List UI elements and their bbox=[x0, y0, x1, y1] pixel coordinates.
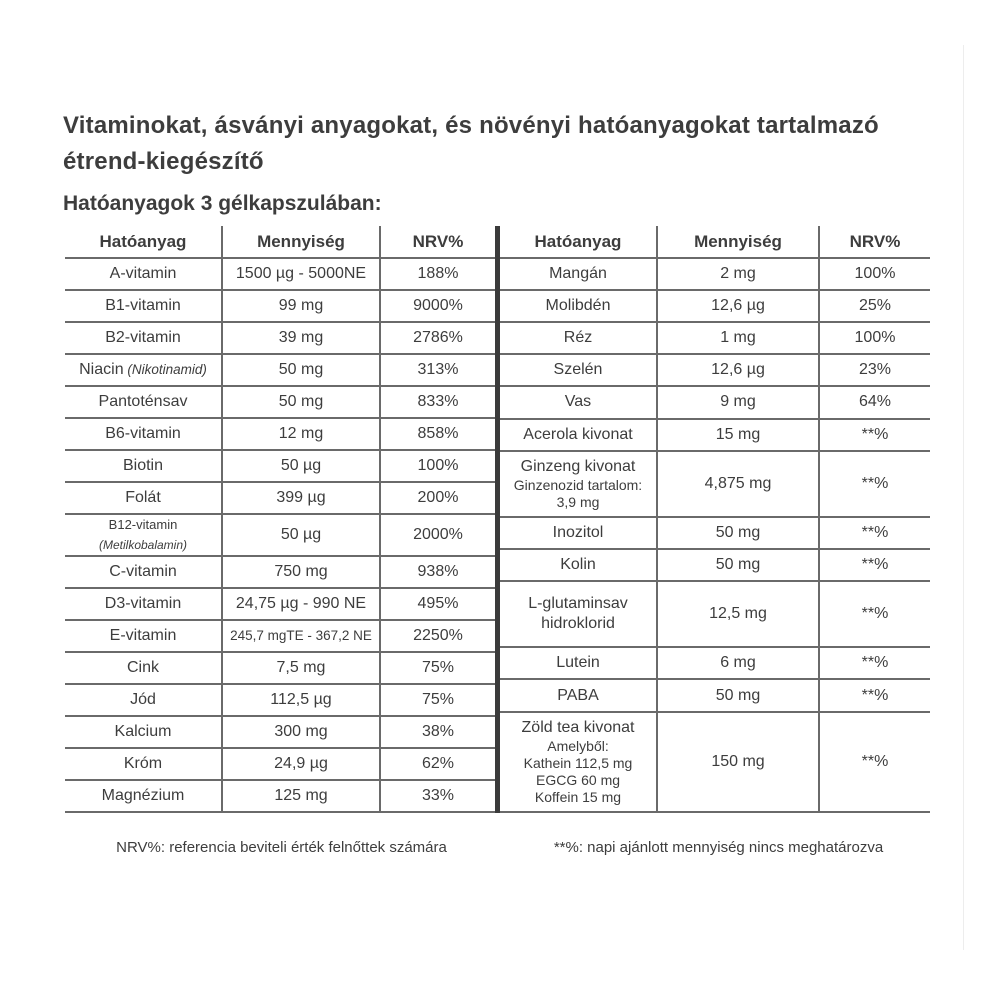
ingredient-cell bbox=[65, 716, 222, 748]
ingredient-name: Réz bbox=[563, 329, 593, 347]
right-table-header bbox=[500, 226, 930, 258]
amount-cell: 12,5 mg bbox=[657, 581, 819, 647]
table-row bbox=[65, 780, 495, 812]
amount-cell: 50 µg bbox=[222, 450, 380, 482]
ingredient-cell bbox=[65, 450, 222, 482]
left-table-body bbox=[65, 258, 495, 812]
ingredient-cell bbox=[65, 290, 222, 322]
table-row bbox=[65, 290, 495, 322]
amount-cell: 6 mg bbox=[657, 647, 819, 679]
ingredient-cell bbox=[500, 386, 657, 418]
ingredient-cell bbox=[65, 620, 222, 652]
amount-cell: 39 mg bbox=[222, 322, 380, 354]
amount-cell: 150 mg bbox=[657, 712, 819, 812]
ingredient-sub-line: Koffein 15 mg bbox=[534, 788, 622, 805]
nrv-cell: 2786% bbox=[380, 322, 495, 354]
amount-cell: 12 mg bbox=[222, 418, 380, 450]
ingredient-cell bbox=[65, 386, 222, 418]
table-row bbox=[500, 386, 930, 418]
ingredient-cell bbox=[65, 748, 222, 780]
amount-cell: 2 mg bbox=[657, 258, 819, 290]
section-subtitle: Hatóanyagok 3 gélkapszulában: bbox=[63, 192, 382, 215]
ingredient-cell bbox=[65, 482, 222, 514]
table-row bbox=[500, 647, 930, 679]
nrv-cell: 9000% bbox=[380, 290, 495, 322]
nrv-cell: **% bbox=[819, 549, 930, 581]
nrv-cell: 200% bbox=[380, 482, 495, 514]
ingredient-name: A-vitamin bbox=[109, 265, 177, 282]
ingredient-sub-line: EGCG 60 mg bbox=[535, 771, 621, 788]
nutrition-tables bbox=[65, 226, 937, 813]
table-row bbox=[65, 588, 495, 620]
nrv-cell: 75% bbox=[380, 684, 495, 716]
amount-cell: 245,7 mgTE - 367,2 NE bbox=[222, 620, 380, 652]
page-edge-line bbox=[963, 45, 964, 950]
nrv-cell: 833% bbox=[380, 386, 495, 418]
nrv-cell: **% bbox=[819, 419, 930, 451]
left-table-header bbox=[65, 226, 495, 258]
nrv-cell: 2250% bbox=[380, 620, 495, 652]
ingredient-cell bbox=[500, 549, 657, 581]
amount-cell: 112,5 µg bbox=[222, 684, 380, 716]
ingredient-name: Lutein bbox=[556, 654, 600, 672]
ingredient-cell bbox=[500, 322, 657, 354]
amount-cell: 125 mg bbox=[222, 780, 380, 812]
footnote-nrv: NRV%: referencia beviteli érték felnőttek számára bbox=[116, 839, 447, 856]
table-row bbox=[65, 386, 495, 418]
ingredient-name: Króm bbox=[123, 755, 163, 772]
nrv-cell: 858% bbox=[380, 418, 495, 450]
table-row bbox=[65, 450, 495, 482]
nrv-cell: **% bbox=[819, 517, 930, 549]
table-row bbox=[65, 354, 495, 386]
ingredient-name: Biotin bbox=[122, 457, 164, 474]
nrv-cell: **% bbox=[819, 712, 930, 812]
ingredient-name: Szelén bbox=[553, 361, 603, 379]
right-nutrition-table bbox=[500, 226, 930, 813]
table-row bbox=[65, 684, 495, 716]
amount-cell: 24,75 µg - 990 NE bbox=[222, 588, 380, 620]
ingredient-name: L-glutaminsav hidroklorid bbox=[528, 595, 628, 633]
nrv-cell: 100% bbox=[819, 322, 930, 354]
ingredient-name: Pantoténsav bbox=[98, 393, 188, 410]
ingredient-cell bbox=[500, 581, 657, 647]
amount-cell: 1 mg bbox=[657, 322, 819, 354]
page-title: Vitaminokat, ásványi anyagokat, és növényi hatóanyagokat tartalmazó étrend-kiegészítő bbox=[63, 112, 879, 175]
ingredient-name: PABA bbox=[557, 686, 599, 704]
amount-cell: 1500 µg - 5000NE bbox=[222, 258, 380, 290]
nrv-cell: 188% bbox=[380, 258, 495, 290]
nrv-cell: 25% bbox=[819, 290, 930, 322]
amount-cell: 750 mg bbox=[222, 556, 380, 588]
ingredient-name: B1-vitamin bbox=[105, 297, 181, 314]
table-row bbox=[500, 419, 930, 451]
ingredient-cell bbox=[65, 652, 222, 684]
ingredient-cell bbox=[65, 556, 222, 588]
table-row bbox=[500, 354, 930, 386]
column-header-nrv: NRV% bbox=[819, 226, 930, 258]
amount-cell: 399 µg bbox=[222, 482, 380, 514]
ingredient-cell bbox=[500, 679, 657, 711]
ingredient-name: B12-vitamin (Metilkobalamin) bbox=[98, 517, 188, 552]
ingredient-cell bbox=[65, 322, 222, 354]
amount-cell: 12,6 µg bbox=[657, 354, 819, 386]
amount-cell: 50 mg bbox=[222, 354, 380, 386]
nrv-cell: 2000% bbox=[380, 514, 495, 556]
table-row bbox=[65, 620, 495, 652]
ingredient-name: B6-vitamin bbox=[105, 425, 181, 442]
left-nutrition-table bbox=[65, 226, 495, 813]
ingredient-name: Molibdén bbox=[545, 297, 611, 315]
table-row bbox=[65, 652, 495, 684]
column-header-ingredient: Hatóanyag bbox=[500, 226, 657, 258]
table-row bbox=[500, 679, 930, 711]
nrv-cell: 495% bbox=[380, 588, 495, 620]
table-row bbox=[65, 556, 495, 588]
nrv-cell: **% bbox=[819, 647, 930, 679]
table-row bbox=[500, 451, 930, 517]
nrv-cell: 100% bbox=[819, 258, 930, 290]
amount-cell: 99 mg bbox=[222, 290, 380, 322]
amount-cell: 15 mg bbox=[657, 419, 819, 451]
table-row bbox=[500, 549, 930, 581]
table-row bbox=[65, 322, 495, 354]
ingredient-sub-line: 3,9 mg bbox=[556, 493, 600, 510]
ingredient-name: Ginzeng kivonat bbox=[520, 457, 636, 475]
table-row bbox=[500, 712, 930, 812]
footnote-asterisk: **%: napi ajánlott mennyiség nincs meghatározva bbox=[553, 839, 884, 856]
amount-cell: 50 mg bbox=[657, 517, 819, 549]
nrv-cell: 938% bbox=[380, 556, 495, 588]
table-row bbox=[500, 581, 930, 647]
nrv-cell: **% bbox=[819, 679, 930, 711]
header-row bbox=[500, 226, 930, 258]
ingredient-cell bbox=[500, 290, 657, 322]
table-row bbox=[500, 258, 930, 290]
amount-cell: 300 mg bbox=[222, 716, 380, 748]
amount-cell: 12,6 µg bbox=[657, 290, 819, 322]
table-row bbox=[65, 418, 495, 450]
column-header-ingredient: Hatóanyag bbox=[65, 226, 222, 258]
ingredient-cell bbox=[500, 419, 657, 451]
table-row bbox=[500, 290, 930, 322]
amount-cell: 7,5 mg bbox=[222, 652, 380, 684]
nrv-cell: **% bbox=[819, 581, 930, 647]
column-header-nrv: NRV% bbox=[380, 226, 495, 258]
ingredient-name: D3-vitamin bbox=[104, 595, 182, 612]
table-row bbox=[500, 517, 930, 549]
ingredient-cell bbox=[500, 517, 657, 549]
ingredient-name: Zöld tea kivonat bbox=[521, 718, 635, 736]
amount-cell: 50 µg bbox=[222, 514, 380, 556]
ingredient-cell bbox=[65, 588, 222, 620]
ingredient-cell bbox=[65, 418, 222, 450]
table-row bbox=[65, 258, 495, 290]
ingredient-cell bbox=[65, 354, 222, 386]
nrv-cell: 75% bbox=[380, 652, 495, 684]
nrv-cell: 62% bbox=[380, 748, 495, 780]
ingredient-cell bbox=[500, 258, 657, 290]
nrv-cell: 38% bbox=[380, 716, 495, 748]
ingredient-name: Niacin (Nikotinamid) bbox=[79, 361, 207, 378]
ingredient-name: E-vitamin bbox=[109, 627, 177, 644]
nrv-cell: **% bbox=[819, 451, 930, 517]
ingredient-cell bbox=[65, 258, 222, 290]
ingredient-name: Inozitol bbox=[552, 523, 604, 541]
header-row bbox=[65, 226, 495, 258]
ingredient-cell bbox=[65, 684, 222, 716]
ingredient-cell bbox=[500, 354, 657, 386]
ingredient-name-note: (Metilkobalamin) bbox=[98, 538, 188, 552]
ingredient-name: Kalcium bbox=[114, 723, 172, 740]
amount-cell: 50 mg bbox=[657, 679, 819, 711]
ingredient-cell bbox=[65, 514, 222, 556]
ingredient-name: Acerola kivonat bbox=[523, 425, 633, 443]
ingredient-cell bbox=[500, 647, 657, 679]
ingredient-name: B2-vitamin bbox=[105, 329, 181, 346]
footnotes bbox=[63, 839, 937, 856]
ingredient-name: Kolin bbox=[560, 556, 596, 574]
ingredient-sub-line: Ginzenozid tartalom: bbox=[513, 476, 643, 493]
ingredient-name: Vas bbox=[564, 393, 592, 411]
ingredient-name: C-vitamin bbox=[109, 563, 177, 580]
ingredient-cell bbox=[500, 451, 657, 517]
nrv-cell: 23% bbox=[819, 354, 930, 386]
ingredient-sub-line: Kathein 112,5 mg bbox=[523, 754, 633, 771]
nrv-cell: 33% bbox=[380, 780, 495, 812]
right-table-body bbox=[500, 258, 930, 812]
column-header-amount: Mennyiség bbox=[657, 226, 819, 258]
ingredient-name: Mangán bbox=[549, 265, 607, 283]
amount-cell: 24,9 µg bbox=[222, 748, 380, 780]
table-row bbox=[500, 322, 930, 354]
ingredient-cell bbox=[65, 780, 222, 812]
table-row bbox=[65, 748, 495, 780]
ingredient-name: Folát bbox=[125, 489, 161, 506]
ingredient-name: Magnézium bbox=[101, 787, 185, 804]
table-row bbox=[65, 716, 495, 748]
ingredient-name-note: (Nikotinamid) bbox=[123, 362, 207, 377]
ingredient-name: Cink bbox=[126, 659, 159, 676]
table-row bbox=[65, 514, 495, 556]
nrv-cell: 64% bbox=[819, 386, 930, 418]
amount-cell: 9 mg bbox=[657, 386, 819, 418]
ingredient-sub-line: Amelyből: bbox=[547, 737, 609, 754]
ingredient-cell bbox=[500, 712, 657, 812]
nrv-cell: 313% bbox=[380, 354, 495, 386]
amount-cell: 50 mg bbox=[222, 386, 380, 418]
table-row bbox=[65, 482, 495, 514]
ingredient-name: Jód bbox=[130, 691, 156, 708]
column-header-amount: Mennyiség bbox=[222, 226, 380, 258]
nrv-cell: 100% bbox=[380, 450, 495, 482]
amount-cell: 50 mg bbox=[657, 549, 819, 581]
amount-cell: 4,875 mg bbox=[657, 451, 819, 517]
